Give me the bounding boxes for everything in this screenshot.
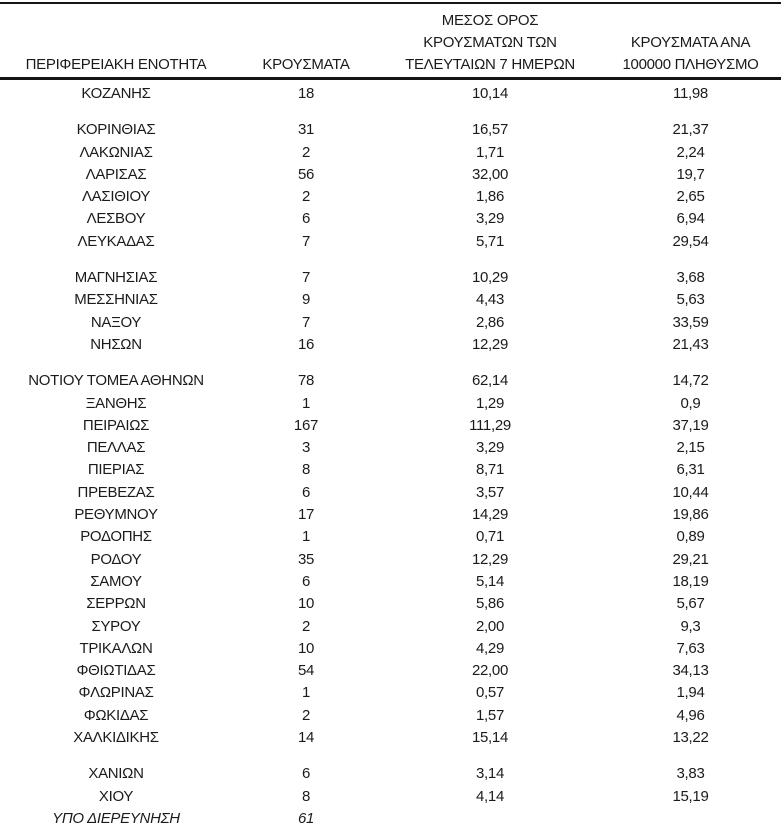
avg7-cell: 10,14 xyxy=(471,85,509,102)
region-cell: ΝΟΤΙΟΥ ΤΟΜΕΑ ΑΘΗΝΩΝ xyxy=(28,372,204,390)
avg7-cell: 5,14 xyxy=(476,572,504,590)
table-row xyxy=(0,638,781,660)
per100k-cell: 3,83 xyxy=(676,765,705,783)
region-cell: ΛΑΚΩΝΙΑΣ xyxy=(79,143,153,161)
region-cell: ΦΘΙΩΤΙΔΑΣ xyxy=(76,662,156,680)
table-row xyxy=(0,459,781,481)
cases-cell: 10 xyxy=(297,595,315,613)
avg7-cell: 0,71 xyxy=(476,528,504,546)
cases-cell: 6 xyxy=(301,483,311,501)
cases-cell: 8 xyxy=(301,787,311,805)
per100k-cell: 6,94 xyxy=(676,210,705,228)
per100k-cell: 14,72 xyxy=(672,372,709,390)
region-cell: ΧΑΝΙΩΝ xyxy=(88,765,144,783)
cases-cell: 17 xyxy=(297,506,315,524)
region-cell: ΞΑΝΘΗΣ xyxy=(85,394,147,412)
avg7-cell: 3,14 xyxy=(476,765,504,783)
per100k-cell xyxy=(600,808,781,824)
table-row xyxy=(0,334,781,356)
per100k-cell: 19,86 xyxy=(672,506,709,524)
region-cell: ΠΕΙΡΑΙΩΣ xyxy=(82,416,150,434)
cases-cell: 35 xyxy=(297,550,315,568)
cases-cell: 7 xyxy=(301,313,311,331)
avg7-cell: 5,71 xyxy=(476,232,504,250)
cases-cell: 3 xyxy=(301,439,311,457)
avg7-cell: 22,00 xyxy=(471,662,509,680)
avg7-cell: 15,14 xyxy=(471,729,509,747)
region-cell: ΡΟΔΟΠΗΣ xyxy=(80,528,152,546)
column-header-cases-line: ΚΡΟΥΣΜΑΤΑ xyxy=(262,56,350,73)
table-row xyxy=(0,83,781,105)
per100k-cell: 0,9 xyxy=(680,394,701,412)
cases-cell: 7 xyxy=(301,269,311,287)
table-row xyxy=(0,526,781,548)
per100k-cell: 2,65 xyxy=(676,188,705,206)
table-row xyxy=(0,763,781,785)
per100k-cell: 5,67 xyxy=(676,595,705,613)
column-header-avg7-line1: ΜΕΣΟΣ ΟΡΟΣ xyxy=(441,12,539,29)
avg7-cell: 0,57 xyxy=(476,684,504,702)
cases-cell: 14 xyxy=(297,729,315,747)
table-row xyxy=(0,571,781,593)
table-row xyxy=(0,208,781,230)
avg7-cell: 3,57 xyxy=(476,483,504,501)
table-row xyxy=(0,616,781,638)
column-header-region-line: ΠΕΡΙΦΕΡΕΙΑΚΗ ΕΝΟΤΗΤΑ xyxy=(25,56,207,73)
cases-cell: 167 xyxy=(293,416,319,434)
table-row xyxy=(0,593,781,615)
avg7-cell: 3,29 xyxy=(476,210,504,228)
column-header-cases xyxy=(232,54,380,76)
cases-cell: 2 xyxy=(301,617,311,635)
region-cell: ΣΥΡΟΥ xyxy=(91,617,141,635)
region-cell: ΦΩΚΙΔΑΣ xyxy=(83,706,149,724)
column-header-per100k-line1: ΚΡΟΥΣΜΑΤΑ ΑΝΑ xyxy=(630,34,751,51)
region-cell: ΧΙΟΥ xyxy=(98,787,134,805)
cases-cell: 1 xyxy=(301,394,311,412)
region-cell: ΠΕΛΛΑΣ xyxy=(86,439,146,457)
table-row xyxy=(0,504,781,526)
per100k-cell: 5,63 xyxy=(676,291,705,309)
per100k-cell: 13,22 xyxy=(672,729,709,747)
cases-cell: 16 xyxy=(297,335,315,353)
cases-cell: 6 xyxy=(301,210,311,228)
region-cell: ΧΑΛΚΙΔΙΚΗΣ xyxy=(73,729,159,747)
avg7-cell: 3,29 xyxy=(476,439,504,457)
avg7-cell: 32,00 xyxy=(471,165,509,183)
avg7-cell: 8,71 xyxy=(476,461,504,479)
column-header-region xyxy=(0,54,232,76)
avg7-cell: 5,86 xyxy=(476,595,504,613)
cases-cell: 2 xyxy=(301,188,311,206)
cases-cell: 2 xyxy=(301,706,311,724)
avg7-cell: 2,00 xyxy=(476,617,504,635)
cases-cell: 1 xyxy=(301,528,311,546)
avg7-cell: 4,14 xyxy=(476,787,504,805)
table-row xyxy=(0,267,781,289)
table-row xyxy=(0,415,781,437)
avg7-cell: 12,29 xyxy=(471,550,509,568)
table-row xyxy=(0,393,781,415)
avg7-cell: 10,29 xyxy=(471,269,509,287)
per100k-cell: 2,15 xyxy=(676,439,705,457)
cases-cell: 2 xyxy=(301,143,311,161)
table-body xyxy=(0,80,781,824)
table-row xyxy=(0,186,781,208)
table-header xyxy=(0,2,781,80)
table-row xyxy=(0,164,781,186)
cases-cell: 78 xyxy=(297,372,315,390)
cases-cell: 61 xyxy=(297,809,315,824)
per100k-cell: 37,19 xyxy=(672,416,709,434)
table-row xyxy=(0,549,781,571)
per100k-cell: 1,94 xyxy=(676,684,705,702)
region-cell: ΝΗΣΩΝ xyxy=(90,335,142,353)
per100k-cell: 21,37 xyxy=(672,121,709,139)
avg7-cell: 1,29 xyxy=(476,394,504,412)
cases-cell: 1 xyxy=(301,684,311,702)
per100k-cell: 33,59 xyxy=(672,313,709,331)
region-cell: ΠΙΕΡΙΑΣ xyxy=(87,461,145,479)
region-cell: ΣΑΜΟΥ xyxy=(90,572,142,590)
cases-cell: 6 xyxy=(301,572,311,590)
cases-cell: 56 xyxy=(297,165,315,183)
region-cell: ΚΟΡΙΝΘΙΑΣ xyxy=(76,121,156,139)
region-cell: ΚΟΖΑΝΗΣ xyxy=(81,85,151,102)
avg7-cell xyxy=(380,808,600,824)
per100k-cell: 29,21 xyxy=(672,550,709,568)
region-cell: ΝΑΞΟΥ xyxy=(90,313,142,331)
cases-cell: 7 xyxy=(301,232,311,250)
region-cell: ΡΕΘΥΜΝΟΥ xyxy=(74,506,158,524)
column-header-avg7 xyxy=(380,10,600,76)
avg7-cell: 1,57 xyxy=(476,706,504,724)
per100k-cell: 34,13 xyxy=(672,662,709,680)
column-header-avg7-line3: ΤΕΛΕΥΤΑΙΩΝ 7 ΗΜΕΡΩΝ xyxy=(405,56,575,73)
table-row xyxy=(0,705,781,727)
avg7-cell: 1,71 xyxy=(476,143,504,161)
table-row xyxy=(0,312,781,334)
table-row xyxy=(0,231,781,253)
avg7-cell: 62,14 xyxy=(471,372,509,390)
per100k-cell: 21,43 xyxy=(672,335,709,353)
table-row xyxy=(0,370,781,392)
cases-cell: 10 xyxy=(297,639,315,657)
avg7-cell: 16,57 xyxy=(471,121,509,139)
region-cell: ΜΑΓΝΗΣΙΑΣ xyxy=(74,269,158,287)
region-cell: ΛΑΣΙΘΙΟΥ xyxy=(81,188,151,206)
region-cell: ΛΕΥΚΑΔΑΣ xyxy=(77,232,155,250)
per100k-cell: 19,7 xyxy=(676,165,705,183)
region-cell: ΛΕΣΒΟΥ xyxy=(86,210,146,228)
per100k-cell: 6,31 xyxy=(676,461,705,479)
avg7-cell: 1,86 xyxy=(476,188,504,206)
per100k-cell: 4,96 xyxy=(676,706,705,724)
per100k-cell: 2,24 xyxy=(676,143,705,161)
cases-cell: 6 xyxy=(301,765,311,783)
avg7-cell: 4,43 xyxy=(476,291,504,309)
table-row xyxy=(0,289,781,311)
per100k-cell: 9,3 xyxy=(680,617,701,635)
cases-cell: 18 xyxy=(297,85,315,102)
per100k-cell: 3,68 xyxy=(676,269,705,287)
column-header-per100k xyxy=(600,32,781,76)
per100k-cell: 7,63 xyxy=(676,639,705,657)
column-header-avg7-line2: ΚΡΟΥΣΜΑΤΩΝ ΤΩΝ xyxy=(423,34,557,51)
region-cell: ΦΛΩΡΙΝΑΣ xyxy=(78,684,154,702)
region-cell: ΡΟΔΟΥ xyxy=(90,550,142,568)
table-row xyxy=(0,808,781,824)
table-row xyxy=(0,660,781,682)
region-cell: ΜΕΣΣΗΝΙΑΣ xyxy=(74,291,158,309)
table-row xyxy=(0,119,781,141)
region-cell: ΥΠΟ ΔΙΕΡΕΥΝΗΣΗ xyxy=(52,809,180,824)
region-cell: ΣΕΡΡΩΝ xyxy=(86,595,146,613)
table-row xyxy=(0,727,781,749)
per100k-cell: 29,54 xyxy=(672,232,709,250)
per100k-cell: 10,44 xyxy=(672,483,709,501)
region-cell: ΠΡΕΒΕΖΑΣ xyxy=(77,483,155,501)
per100k-cell: 18,19 xyxy=(672,572,709,590)
per100k-cell: 0,89 xyxy=(676,528,705,546)
cases-cell: 31 xyxy=(297,121,315,139)
avg7-cell: 2,86 xyxy=(476,313,504,331)
table-row xyxy=(0,437,781,459)
cases-cell: 54 xyxy=(297,662,315,680)
per100k-cell: 15,19 xyxy=(672,787,709,805)
table-row xyxy=(0,682,781,704)
region-cell: ΤΡΙΚΑΛΩΝ xyxy=(79,639,153,657)
avg7-cell: 4,29 xyxy=(476,639,504,657)
avg7-cell: 14,29 xyxy=(471,506,509,524)
table-row xyxy=(0,786,781,808)
column-header-per100k-line2: 100000 ΠΛΗΘΥΣΜΟ xyxy=(622,56,759,73)
region-cell: ΛΑΡΙΣΑΣ xyxy=(85,165,147,183)
cases-cell: 9 xyxy=(301,291,311,309)
per100k-cell: 11,98 xyxy=(673,85,708,102)
table-row xyxy=(0,142,781,164)
table-row xyxy=(0,482,781,504)
cases-cell: 8 xyxy=(301,461,311,479)
avg7-cell: 12,29 xyxy=(471,335,509,353)
avg7-cell: 111,29 xyxy=(469,416,511,434)
